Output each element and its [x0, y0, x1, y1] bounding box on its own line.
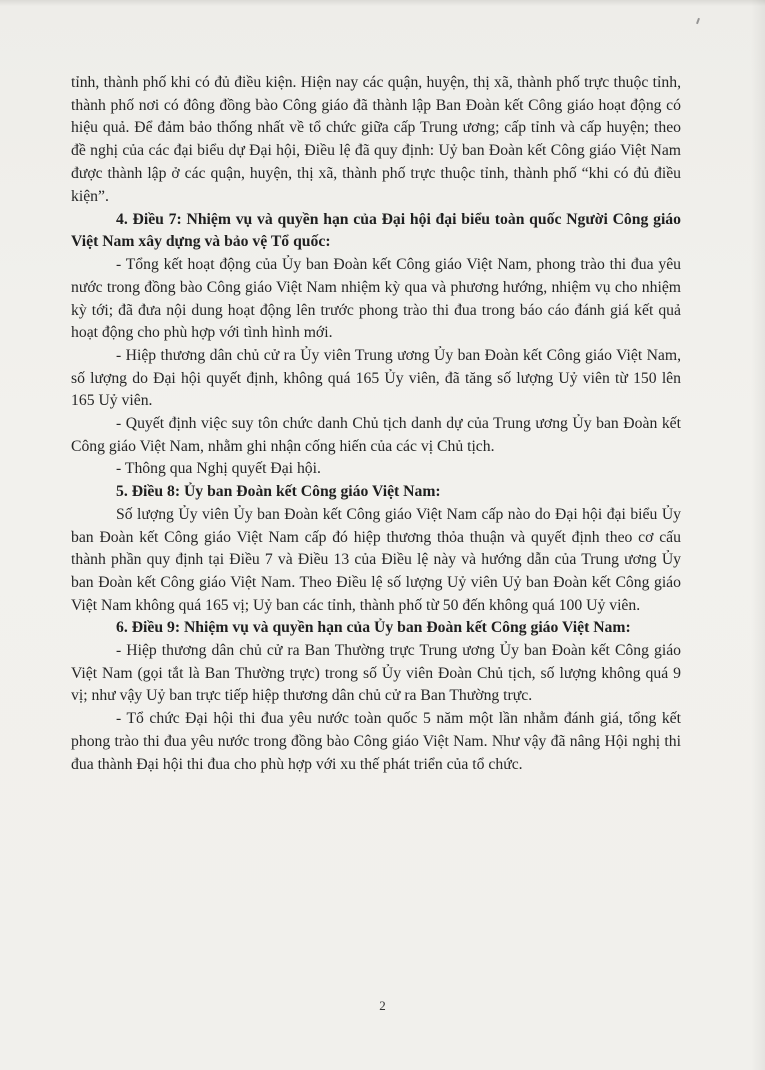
paragraph-article-7-item-2: - Hiệp thương dân chủ cử ra Ủy viên Trung ương Ủy ban Đoàn kết Công giáo Việt Nam, số lượng do Đại hội quyết định, không quá 165 Ủy viên, đã tăng số lượng Uỷ viên từ 150 lên 165 Uỷ viên. — [71, 346, 681, 410]
paragraph-article-9-item-2: - Tổ chức Đại hội thi đua yêu nước toàn quốc 5 năm một lần nhằm đánh giá, tổng kết phong trào thi đua yêu nước trong đồng bào Công giáo Việt Nam. Như vậy đã nâng Hội nghị thi đua thành Đại hội thi đua cho phù hợp với xu thế phát triển của tổ chức. — [71, 710, 681, 773]
paragraph-article-7-item-3: - Quyết định việc suy tôn chức danh Chủ tịch danh dự của Trung ương Ủy ban Đoàn kết Công giáo Việt Nam, nhằm ghi nhận cống hiến của các vị Chủ tịch. — [71, 415, 681, 455]
page-right-shadow — [751, 0, 765, 1070]
paragraph-article-7-item-1: - Tổng kết hoạt động của Ủy ban Đoàn kết Công giáo Việt Nam, phong trào thi đua yêu nước trong đồng bào Công giáo Việt Nam nhiệm kỳ qua và phương hướng, nhiệm vụ cho nhiệm kỳ tới; đã đưa nội dung hoạt động lên trước phong trào thi đua trong báo cáo đánh giá kết quả hoạt động cho phù hợp với tình hình mới. — [71, 256, 681, 342]
heading-article-7: 4. Điều 7: Nhiệm vụ và quyền hạn của Đại hội đại biểu toàn quốc Người Công giáo Việt Nam xây dựng và bảo vệ Tổ quốc: — [71, 210, 681, 251]
paper-mark — [696, 18, 700, 24]
paragraph-article-7-item-4: - Thông qua Nghị quyết Đại hội. — [116, 460, 321, 478]
paragraph-article-8-body: Số lượng Ủy viên Ủy ban Đoàn kết Công giáo Việt Nam cấp nào do Đại hội đại biểu Ủy ban Đoàn kết Công giáo Việt Nam cấp đó hiệp thương thỏa thuận và quyết định theo cơ cấu thành phần quy định tại Điều 7 và Điều 13 của Điều lệ này và hướng dẫn của Trung ương Ủy ban Đoàn kết Công giáo Việt Nam. Theo Điều lệ số lượng Uỷ viên Uỷ ban Đoàn kết Công giáo Việt Nam không quá 165 vị; Uỷ ban các tỉnh, thành phố từ 50 đến không quá 100 Uỷ viên. — [71, 505, 681, 614]
page-number: 2 — [379, 998, 386, 1013]
document-body — [71, 72, 681, 776]
page-top-edge — [0, 0, 765, 6]
heading-article-8: 5. Điều 8: Ủy ban Đoàn kết Công giáo Việt Nam: — [116, 483, 441, 501]
paragraph-article-9-item-1: - Hiệp thương dân chủ cử ra Ban Thường trực Trung ương Ủy ban Đoàn kết Công giáo Việt Nam (gọi tắt là Ban Thường trực) trong số Ủy viên Đoàn Chủ tịch, số lượng không quá 9 vị; như vậy Uỷ ban trực tiếp hiệp thương dân chủ cử ra Ban Thường trực. — [71, 642, 681, 705]
heading-article-9: 6. Điều 9: Nhiệm vụ và quyền hạn của Ủy ban Đoàn kết Công giáo Việt Nam: — [116, 619, 631, 637]
paragraph-continuation: tỉnh, thành phố khi có đủ điều kiện. Hiện nay các quận, huyện, thị xã, thành phố trực thuộc tỉnh, thành phố nơi có đông đồng bào Công giáo đã thành lập Ban Đoàn kết Công giáo hoạt động có hiệu quả. Để đảm bảo thống nhất về tổ chức giữa cấp Trung ương; cấp tỉnh và cấp huyện; theo đề nghị của các đại biểu dự Đại hội, Điều lệ đã quy định: Uỷ ban Đoàn kết Công giáo Việt Nam được thành lập ở các quận, huyện, thị xã, thành phố trực thuộc tỉnh, thành phố “khi có đủ điều kiện”. — [71, 74, 681, 205]
